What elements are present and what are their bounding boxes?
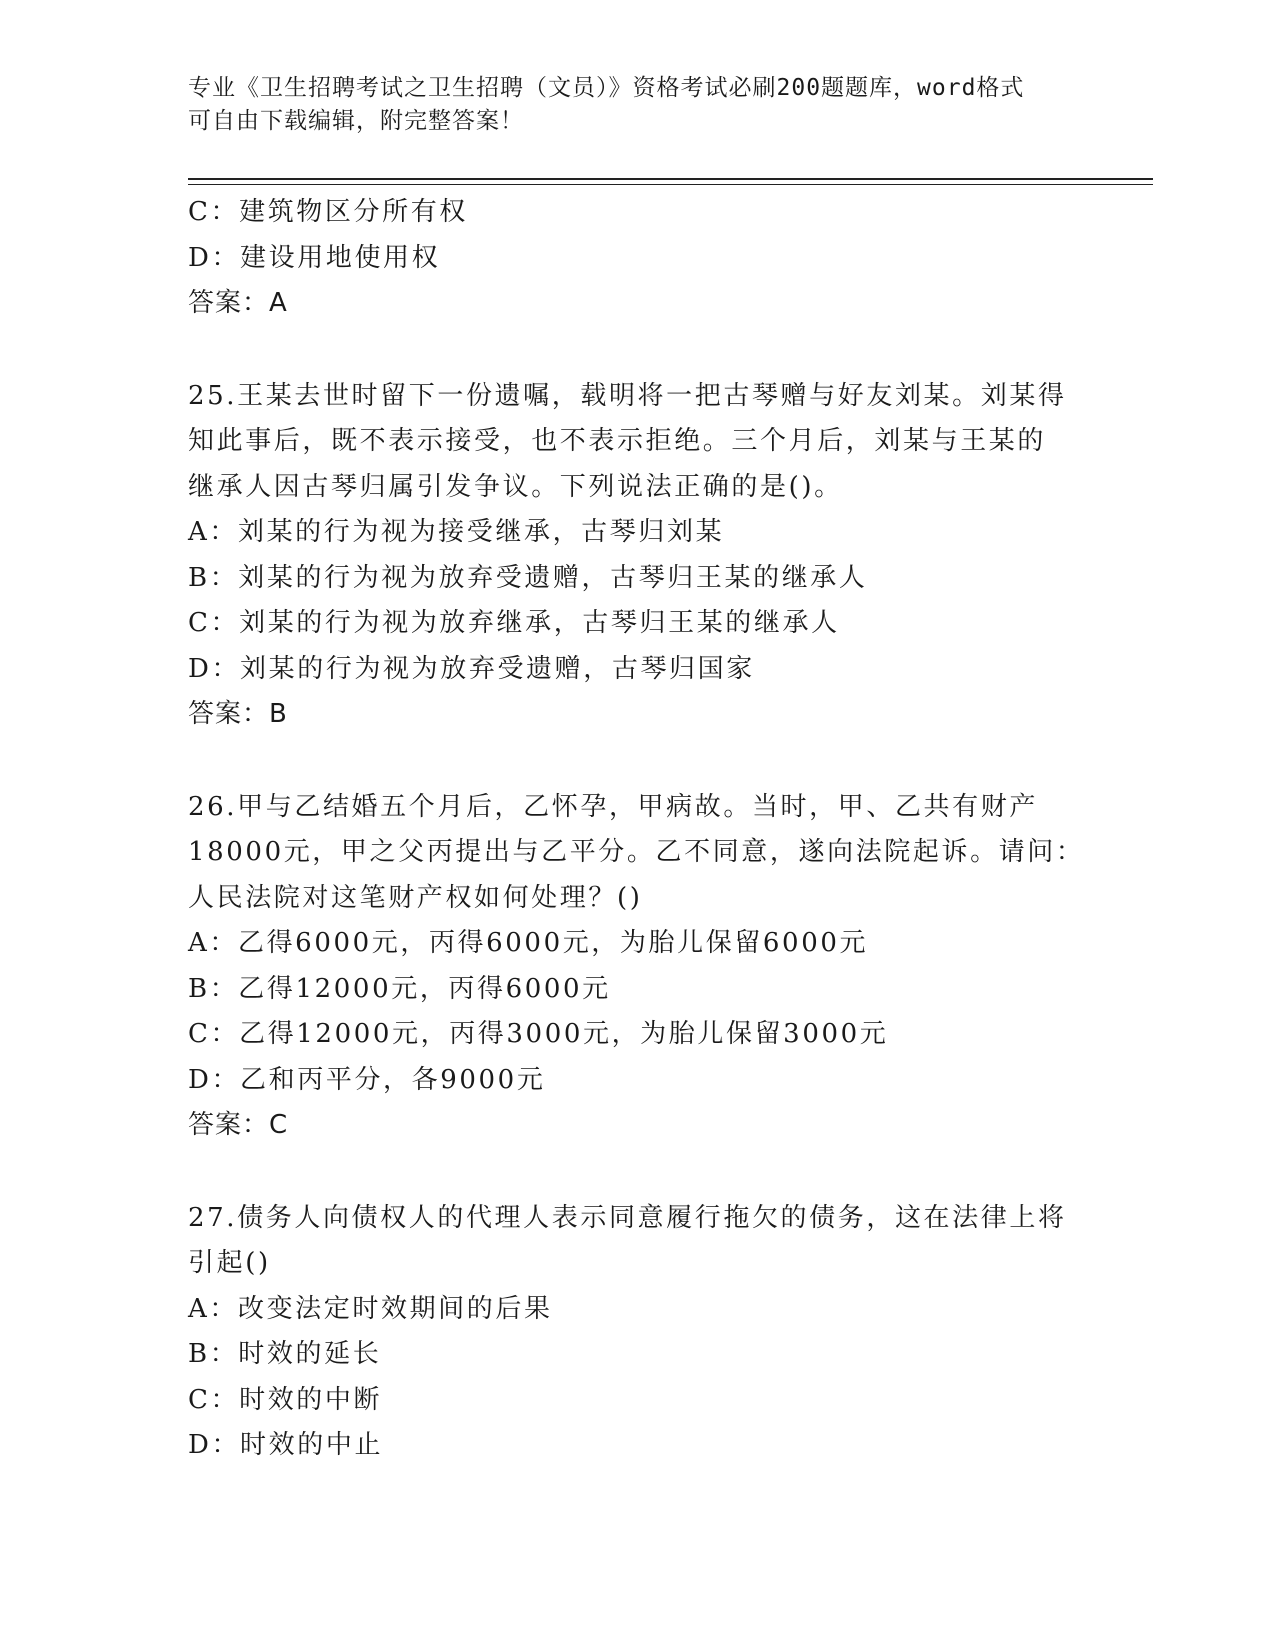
option-c: C：时效的中断 [188,1384,383,1415]
option-c: C：建筑物区分所有权 [188,197,468,227]
answer-line: 答案：A [188,288,288,318]
answer-line: 答案：C [188,1110,289,1140]
question-stem-line: 18000元，甲之父丙提出与乙平分。乙不同意，遂向法院起诉。请问： [188,837,1085,867]
option-d: D：时效的中止 [188,1430,384,1460]
question-stem-line: 27.债务人向债权人的代理人表示同意履行拖欠的债务，这在法律上将 [188,1202,1067,1233]
question-stem-line: 继承人因古琴归属引发争议。下列说法正确的是()。 [188,471,843,502]
document-header [188,72,1088,138]
question-stem-line: 人民法院对这笔财产权如何处理？() [188,882,643,913]
question-27 [188,1196,1088,1469]
question-stem-line: 引起() [188,1248,271,1278]
spacer [188,1149,1088,1196]
question-content [188,190,1088,1469]
question-stem-line: 知此事后，既不表示接受，也不表示拒绝。三个月后，刘某与王某的 [188,426,1047,456]
option-b: B：乙得12000元，丙得6000元 [188,973,611,1004]
option-d: D：建设用地使用权 [188,242,441,273]
spacer [188,327,1088,374]
option-d: D：乙和丙平分，各9000元 [188,1064,546,1095]
option-a: A：乙得6000元，丙得6000元，为胎儿保留6000元 [188,928,869,958]
header-line-1: 专业《卫生招聘考试之卫生招聘（文员）》资格考试必刷200题题库，word格式 [188,75,1025,101]
question-26 [188,785,1088,1149]
question-25 [188,374,1088,738]
previous-question-tail [188,190,1088,327]
answer-line: 答案：B [188,699,288,729]
header-line-2: 可自由下载编辑，附完整答案！ [188,108,524,134]
option-d: D：刘某的行为视为放弃受遗赠，古琴归国家 [188,653,755,684]
question-stem-line: 26.甲与乙结婚五个月后，乙怀孕，甲病故。当时，甲、乙共有财产 [188,791,1038,822]
option-b: B：刘某的行为视为放弃受遗赠，古琴归王某的继承人 [188,562,868,593]
option-a: A：刘某的行为视为接受继承，古琴归刘某 [188,517,725,547]
option-c: C：乙得12000元，丙得3000元，为胎儿保留3000元 [188,1019,889,1049]
header-divider-thick [188,178,1153,180]
header-divider-thin [188,184,1153,185]
spacer [188,738,1088,785]
question-stem-line: 25.王某去世时留下一份遗嘱，载明将一把古琴赠与好友刘某。刘某得 [188,380,1067,411]
option-c: C：刘某的行为视为放弃继承，古琴归王某的继承人 [188,608,840,638]
option-b: B：时效的延长 [188,1339,382,1369]
option-a: A：改变法定时效期间的后果 [188,1293,553,1324]
